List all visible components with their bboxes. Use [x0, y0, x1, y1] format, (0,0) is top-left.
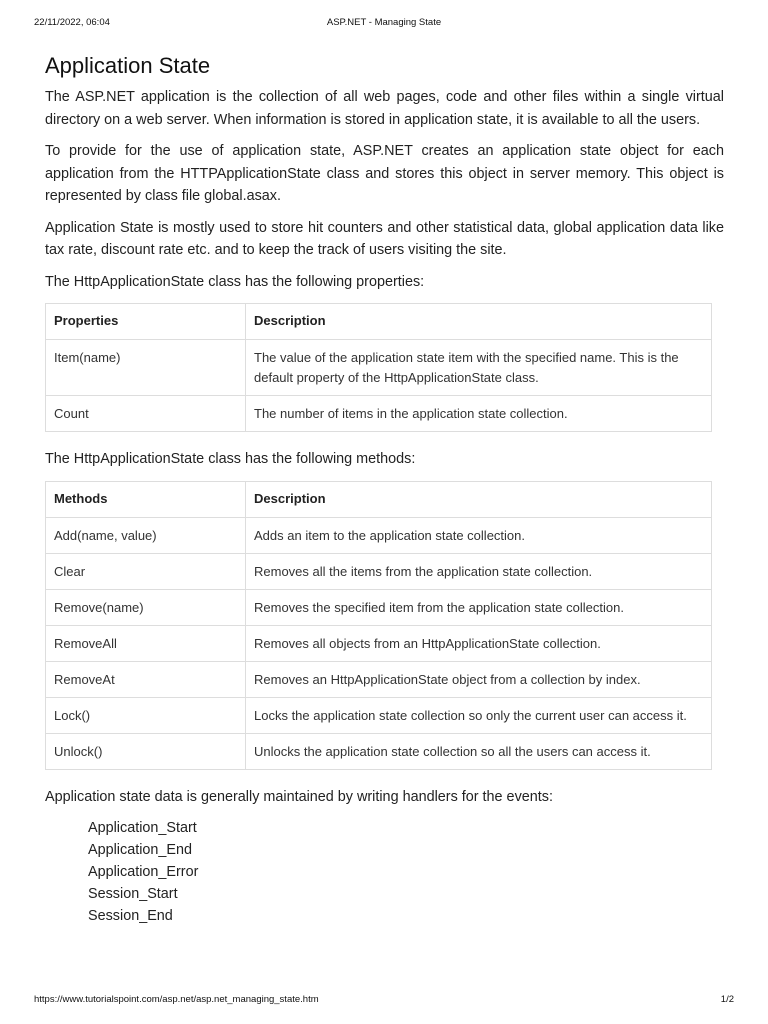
- table-header-cell: Properties: [46, 304, 246, 340]
- table-row: [46, 733, 712, 769]
- table-row: [46, 517, 712, 553]
- table-header-cell: Methods: [46, 481, 246, 517]
- property-name: Item(name): [46, 340, 246, 396]
- method-name: Lock(): [46, 697, 246, 733]
- methods-table: [45, 481, 712, 770]
- table-row: [46, 340, 712, 396]
- print-header: [0, 17, 768, 31]
- table-header-cell: Description: [246, 304, 712, 340]
- property-description: The number of items in the application state collection.: [246, 396, 712, 432]
- property-description: The value of the application state item with the specified name. This is the default property of the HttpApplicationState class.: [246, 340, 712, 396]
- properties-table: [45, 303, 712, 432]
- list-item: Session_End: [88, 908, 173, 924]
- list-item: Application_End: [88, 842, 193, 858]
- article-heading: Application State: [45, 53, 211, 78]
- method-description: Unlocks the application state collection so all the users can access it.: [246, 733, 712, 769]
- method-description: Removes an HttpApplicationState object from a collection by index.: [246, 661, 712, 697]
- method-name: Add(name, value): [46, 517, 246, 553]
- print-url: https://www.tutorialspoint.com/asp.net/asp.net_managing_state.htm: [34, 994, 319, 1005]
- events-intro: Application state data is generally maintained by writing handlers for the events:: [45, 788, 553, 805]
- print-page-title: ASP.NET - Managing State: [326, 17, 442, 28]
- table-row: [46, 697, 712, 733]
- property-name: Count: [46, 396, 246, 432]
- table-row: [46, 589, 712, 625]
- methods-intro: The HttpApplicationState class has the following methods:: [45, 451, 416, 467]
- table-header-row: [46, 481, 712, 517]
- method-name: RemoveAll: [46, 625, 246, 661]
- table-header-cell: Description: [246, 481, 712, 517]
- events-list: [45, 817, 724, 927]
- method-name: RemoveAt: [46, 661, 246, 697]
- list-item: Application_Start: [88, 820, 197, 836]
- list-item: Application_Error: [88, 864, 199, 880]
- article: [45, 50, 724, 927]
- paragraph: To provide for the use of application state, ASP.NET creates an application state object for each application from the HTTPApplicationState class and stores this object in server memory. This object is represented by class file global.asax.: [45, 143, 724, 204]
- list-item: Session_Start: [88, 886, 178, 902]
- method-name: Clear: [46, 553, 246, 589]
- table-row: [46, 625, 712, 661]
- method-name: Unlock(): [46, 733, 246, 769]
- print-page-number: 1/2: [720, 994, 734, 1005]
- method-name: Remove(name): [46, 589, 246, 625]
- table-row: [46, 553, 712, 589]
- properties-intro: The HttpApplicationState class has the following properties:: [45, 273, 425, 290]
- method-description: Locks the application state collection so only the current user can access it.: [246, 697, 712, 733]
- method-description: Removes the specified item from the application state collection.: [246, 589, 712, 625]
- method-description: Removes all the items from the application state collection.: [246, 553, 712, 589]
- paragraph: Application State is mostly used to store hit counters and other statistical data, global application data like tax rate, discount rate etc. and to keep the track of users visiting the site.: [45, 219, 724, 258]
- print-datetime: 22/11/2022, 06:04: [34, 17, 110, 28]
- table-row: [46, 396, 712, 432]
- paragraph: The ASP.NET application is the collection of all web pages, code and other files within a single virtual directory on a web server. When information is stored in application state, it is available to all the users.: [45, 89, 724, 128]
- method-description: Adds an item to the application state collection.: [246, 517, 712, 553]
- print-footer: [0, 994, 768, 1008]
- table-header-row: [46, 304, 712, 340]
- method-description: Removes all objects from an HttpApplicationState collection.: [246, 625, 712, 661]
- table-row: [46, 661, 712, 697]
